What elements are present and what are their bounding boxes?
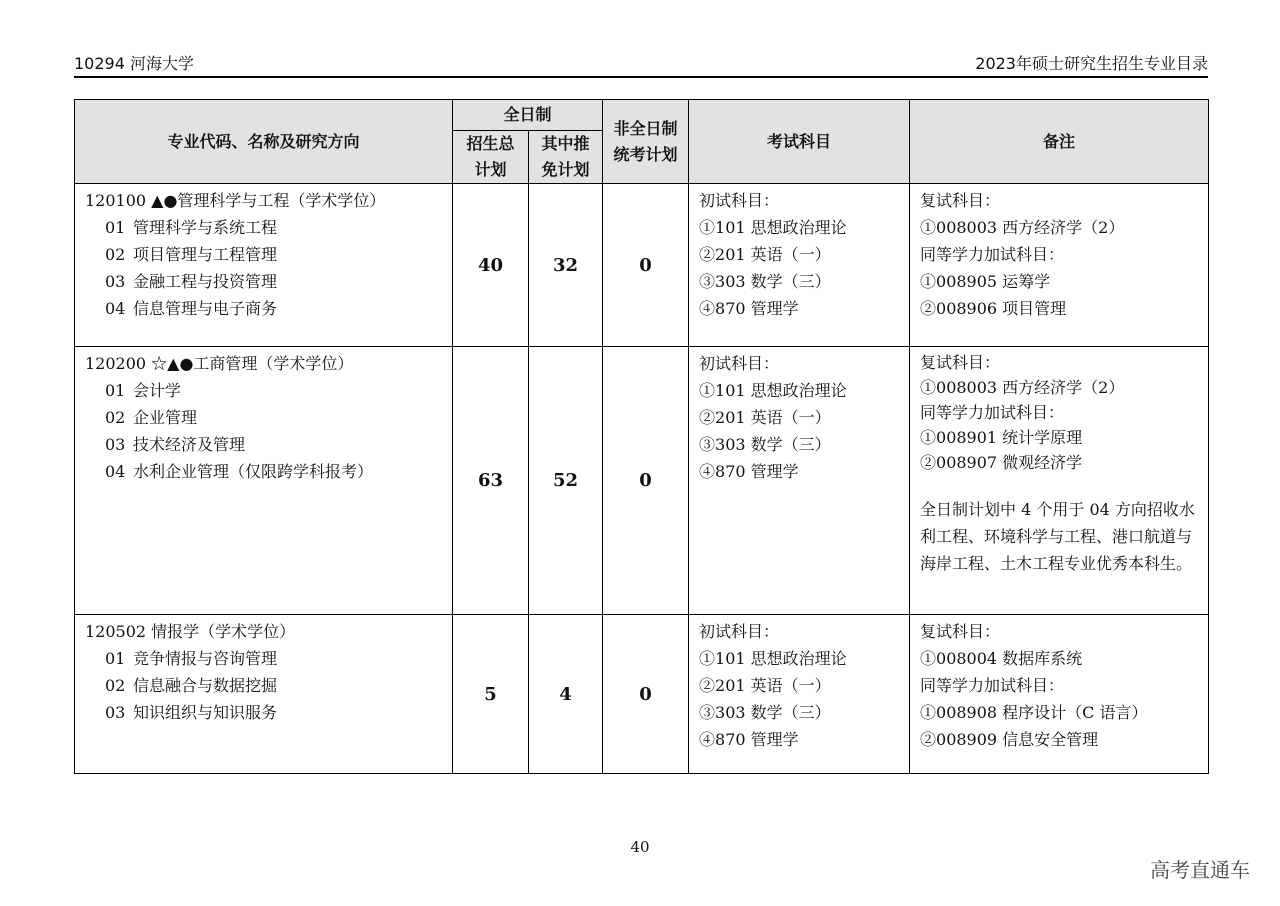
header-catalog-title: 2023年硕士研究生招生专业目录: [975, 53, 1208, 73]
exam-subjects: 初试科目： ①101 思想政治理论 ②201 英语（一） ③303 数学（三） ④870 管理学: [689, 347, 910, 615]
page-header: [74, 50, 1208, 78]
list-item: 02 企业管理: [105, 408, 198, 427]
col-header-full-time: 全日制: [453, 100, 603, 131]
list-item: 01 管理科学与系统工程: [105, 218, 278, 237]
major-title: 120502 情报学（学术学位）: [85, 622, 296, 641]
exam-subjects: 初试科目： ①101 思想政治理论 ②201 英语（一） ③303 数学（三） ④870 管理学: [689, 615, 910, 774]
notes-cell: 复试科目： ①008003 西方经济学（2） 同等学力加试科目： ①008905 运筹学 ②008906 项目管理: [910, 184, 1209, 347]
col-header-major: 专业代码、名称及研究方向: [75, 100, 453, 184]
table-row: [75, 347, 1209, 615]
page-number: 40: [630, 838, 650, 856]
part-time-plan-value: 0: [603, 184, 689, 347]
list-item: 03 知识组织与知识服务: [105, 703, 278, 722]
col-header-exempt-plan: 其中推免计划: [529, 131, 603, 184]
total-plan-value: 40: [453, 184, 529, 347]
table-header-row: [75, 100, 1209, 131]
major-title: 120200 ☆▲●工商管理（学术学位）: [85, 354, 354, 373]
exam-subjects: 初试科目： ①101 思想政治理论 ②201 英语（一） ③303 数学（三） ④870 管理学: [689, 184, 910, 347]
list-item: 02 项目管理与工程管理: [105, 245, 278, 264]
table-row: [75, 615, 1209, 774]
col-header-part-time: 非全日制统考计划: [603, 100, 689, 184]
list-item: 02 信息融合与数据挖掘: [105, 676, 278, 695]
major-cell: [75, 347, 453, 615]
admission-catalog-table: [74, 99, 1209, 774]
part-time-plan-value: 0: [603, 347, 689, 615]
list-item: 01 竞争情报与咨询管理: [105, 649, 278, 668]
major-cell: [75, 615, 453, 774]
list-item: 03 金融工程与投资管理: [105, 272, 278, 291]
col-header-exam: 考试科目: [689, 100, 910, 184]
extra-note: 全日制计划中 4 个用于 04 方向招收水利工程、环境科学与工程、港口航道与海岸工程、土木工程专业优秀本科生。: [920, 500, 1195, 573]
list-item: 04 水利企业管理（仅限跨学科报考）: [105, 462, 374, 481]
list-item: 04 信息管理与电子商务: [105, 299, 278, 318]
notes-cell: 复试科目： ①008003 西方经济学（2） 同等学力加试科目： ①008901 统计学原理 ②008907 微观经济学 全日制计划中 4 个用于 04 方向招收水利工程、环境科学与工程、港口航道与海岸工程、土木工程专业优秀本科生。: [910, 347, 1209, 615]
col-header-notes: 备注: [910, 100, 1209, 184]
header-university: 10294 河海大学: [74, 53, 194, 73]
total-plan-value: 63: [453, 347, 529, 615]
list-item: 01 会计学: [105, 381, 182, 400]
major-title: 120100 ▲●管理科学与工程（学术学位）: [85, 191, 386, 210]
notes-cell: 复试科目： ①008004 数据库系统 同等学力加试科目： ①008908 程序设计（C 语言） ②008909 信息安全管理: [910, 615, 1209, 774]
table-row: [75, 184, 1209, 347]
exempt-plan-value: 4: [529, 615, 603, 774]
exempt-plan-value: 52: [529, 347, 603, 615]
total-plan-value: 5: [453, 615, 529, 774]
col-header-total-plan: 招生总计划: [453, 131, 529, 184]
part-time-plan-value: 0: [603, 615, 689, 774]
watermark: 高考直通车: [1150, 858, 1250, 882]
list-item: 03 技术经济及管理: [105, 435, 246, 454]
major-cell: [75, 184, 453, 347]
exempt-plan-value: 32: [529, 184, 603, 347]
